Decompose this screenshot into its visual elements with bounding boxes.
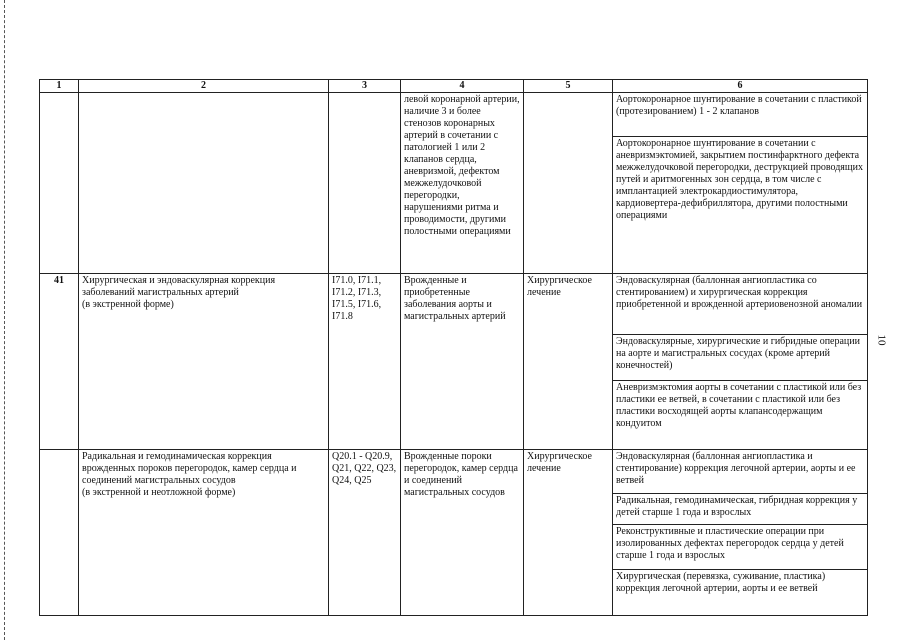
cell-method: Эндоваскулярные, хирургические и гибридные операции на аорте и магистральных сосудах (кроме артерий конечностей) — [613, 335, 868, 381]
header-row — [40, 80, 868, 93]
cell-method: Реконструктивные и пластические операции при изолированных дефектах перегородок сердца у детей старше 1 года и взрослых — [613, 525, 868, 570]
row-number: 41 — [40, 274, 79, 450]
cell-treatment: Хирургическое лечение — [524, 274, 613, 450]
header-col-2: 2 — [79, 80, 329, 93]
cell-condition: Врожденные пороки перегородок, камер сердца и соединений магистральных сосудов — [401, 450, 524, 616]
cell-name — [79, 274, 329, 450]
cell-empty — [40, 450, 79, 616]
page-number: 10 — [875, 334, 888, 346]
cell-name — [79, 450, 329, 616]
cell-empty — [329, 93, 401, 274]
table-row — [40, 93, 868, 137]
cell-method: Аневризмэктомия аорты в сочетании с пластикой или без пластики ее ветвей, в сочетании с пластикой или без пластики восходящей аорты клапансодержащим кондуитом — [613, 381, 868, 450]
header-col-3: 3 — [329, 80, 401, 93]
cell-condition: Врожденные и приобретенные заболевания аорты и магистральных артерий — [401, 274, 524, 450]
header-col-5: 5 — [524, 80, 613, 93]
cell-method: Аортокоронарное шунтирование в сочетании с пластикой (протезированием) 1 - 2 клапанов — [613, 93, 868, 137]
cell-method: Хирургическая (перевязка, суживание, пластика) коррекция легочной артерии, аорты и ее ветвей — [613, 570, 868, 616]
procedure-name: Хирургическая и эндоваскулярная коррекция заболеваний магистральных артерий — [82, 275, 276, 298]
procedures-table — [39, 79, 868, 616]
procedure-form: (в экстренной и неотложной форме) — [82, 487, 236, 498]
table-row — [40, 274, 868, 335]
cell-condition: левой коронарной артерии, наличие 3 и более стенозов коронарных артерий в сочетании с патологией 1 или 2 клапанов сердца, аневризмой, дефектом межжелудочковой перегородки, нарушениями ритма и проводимости, другими полостными операциями — [401, 93, 524, 274]
header-col-4: 4 — [401, 80, 524, 93]
cell-empty — [79, 93, 329, 274]
cell-treatment: Хирургическое лечение — [524, 450, 613, 616]
procedure-name: Радикальная и гемодинамическая коррекция врожденных пороков перегородок, камер сердца и соединений магистральных сосудов — [82, 451, 297, 486]
cell-method: Эндоваскулярная (баллонная ангиопластика и стентирование) коррекция легочной артерии, аорты и ее ветвей — [613, 450, 868, 494]
cell-codes: Q20.1 - Q20.9, Q21, Q22, Q23, Q24, Q25 — [329, 450, 401, 616]
table-row — [40, 450, 868, 494]
procedure-form: (в экстренной форме) — [82, 299, 174, 310]
cell-method: Эндоваскулярная (баллонная ангиопластика со стентированием) и хирургическая коррекция приобретенной и врожденной артериовенозной аномалии — [613, 274, 868, 335]
cell-codes: I71.0, I71.1, I71.2, I71.3, I71.5, I71.6, I71.8 — [329, 274, 401, 450]
cell-empty — [524, 93, 613, 274]
left-margin-rule — [4, 0, 6, 640]
cell-method: Аортокоронарное шунтирование в сочетании с аневризмэктомией, закрытием постинфарктного дефекта межжелудочковой перегородки, деструкцией проводящих путей и аритмогенных зон сердца, в том числе с имплантацией электрокардиостимулятора, кардиовертера-дефибриллятора, другими полостными операциями — [613, 137, 868, 274]
cell-method: Радикальная, гемодинамическая, гибридная коррекция у детей старше 1 года и взрослых — [613, 494, 868, 525]
header-col-6: 6 — [613, 80, 868, 93]
cell-empty — [40, 93, 79, 274]
header-col-1: 1 — [40, 80, 79, 93]
